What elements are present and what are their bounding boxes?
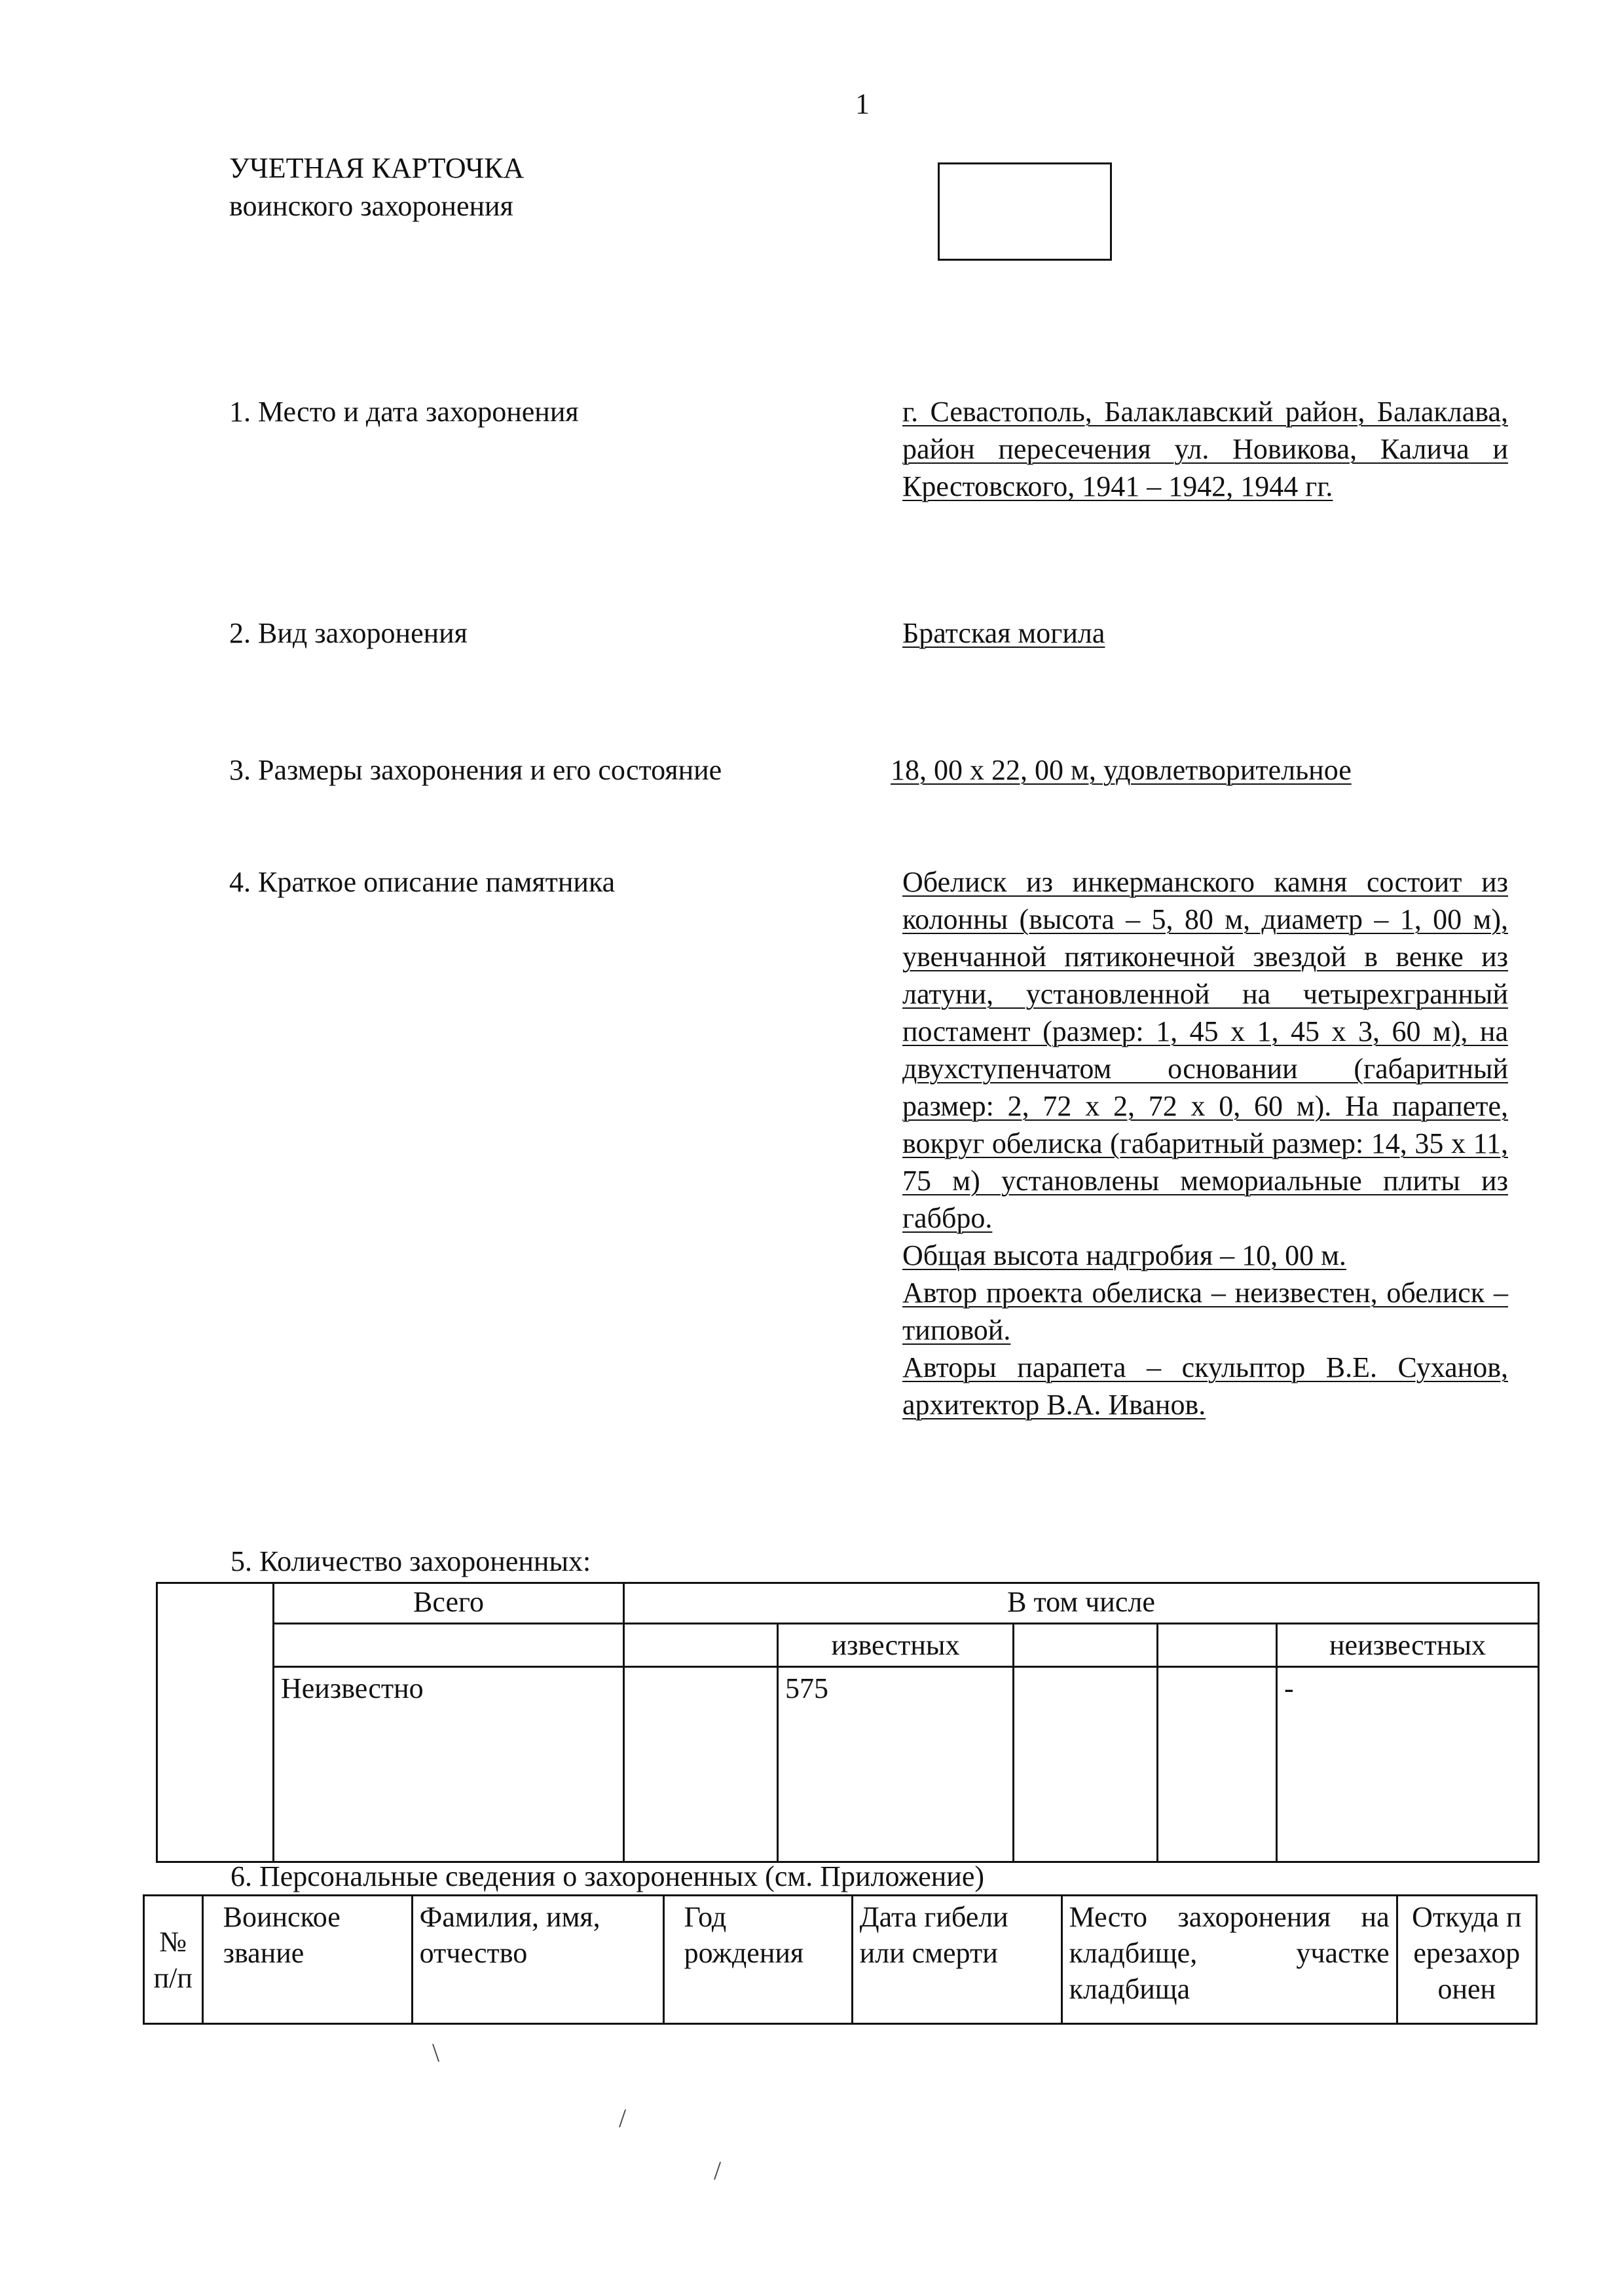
field-value-burial-type: Братская могила — [902, 617, 1105, 649]
header-unknown: неизвестных — [1277, 1624, 1539, 1667]
field-label-burial-place: 1. Место и дата захоронения — [229, 396, 579, 428]
scan-mark: / — [714, 2156, 722, 2185]
field-value-monument-description — [902, 863, 1508, 1423]
field-label-burial-size: 3. Размеры захоронения и его состояние — [229, 754, 722, 786]
field-label-burial-type: 2. Вид захоронения — [229, 617, 468, 649]
section5-title: 5. Количество захороненных: — [231, 1545, 591, 1577]
card-subtitle: воинского захоронения — [229, 190, 513, 222]
personal-data-table — [143, 1894, 1538, 2025]
monument-paragraph: Автор проекта обелиска – неизвестен, обелиск – типовой. — [902, 1277, 1508, 1346]
field-label-monument-description: 4. Краткое описание памятника — [229, 866, 616, 898]
col-reburied-from: Откуда перезахоронен — [1397, 1896, 1536, 2024]
field-value-burial-place: г. Севастополь, Балаклавский район, Балаклава, район пересечения ул. Новикова, Калича и Крестовского, 1941 – 1942, 1944 гг. — [902, 396, 1508, 503]
card-title: УЧЕТНАЯ КАРТОЧКА — [229, 152, 525, 184]
section6-title: 6. Персональные сведения о захороненных (см. Приложение) — [231, 1860, 985, 1892]
col-rank: Воинское звание — [202, 1896, 412, 2024]
burials-count-table — [156, 1582, 1540, 1863]
total-value: Неизвестно — [274, 1667, 624, 1862]
known-value: 575 — [778, 1667, 1014, 1862]
registration-number-box — [938, 162, 1112, 261]
empty-cell — [1158, 1624, 1277, 1667]
table-corner-cell — [157, 1583, 274, 1862]
header-including: В том числе — [624, 1583, 1539, 1624]
empty-cell — [1014, 1667, 1158, 1862]
field-value-burial-size: 18, 00 х 22, 00 м, удовлетворительное — [891, 754, 1352, 786]
monument-paragraph: Обелиск из инкерманского камня состоит из колонны (высота – 5, 80 м, диаметр – 1, 00 м), увенчанной пятиконечной звездой в венке из латуни, установленной на четырехгранный постамент (размер: 1, 45 х 1, 45 х 3, 60 м), на двухступенчатом основании (габаритный размер: 2, 72 х 2, 72 х 0, 60 м). На парапете, вокруг обелиска (габаритный размер: 14, 35 х 11, 75 м) установлены мемориальные плиты из габбро. — [902, 866, 1508, 1234]
col-birth-year: Год рождения — [663, 1896, 852, 2024]
page-number: 1 — [855, 88, 870, 120]
monument-paragraph: Авторы парапета – скульптор В.Е. Суханов, архитектор В.А. Иванов. — [902, 1351, 1508, 1421]
empty-cell — [624, 1667, 778, 1862]
col-full-name: Фамилия, имя, отчество — [412, 1896, 663, 2024]
empty-cell — [624, 1624, 778, 1667]
empty-cell — [1014, 1624, 1158, 1667]
unknown-value: - — [1277, 1667, 1539, 1862]
col-burial-location: Место захоронения на кладбище, участке кладбища — [1061, 1896, 1397, 2024]
empty-cell — [1158, 1667, 1277, 1862]
header-known: известных — [778, 1624, 1014, 1667]
monument-paragraph: Общая высота надгробия – 10, 00 м. — [902, 1239, 1346, 1271]
scan-mark: / — [619, 2103, 627, 2133]
header-total: Всего — [274, 1583, 624, 1624]
scan-mark: \ — [432, 2038, 440, 2067]
empty-cell — [274, 1624, 624, 1667]
col-number: № п/п — [144, 1896, 203, 2024]
col-death-date: Дата гибели или смерти — [852, 1896, 1061, 2024]
